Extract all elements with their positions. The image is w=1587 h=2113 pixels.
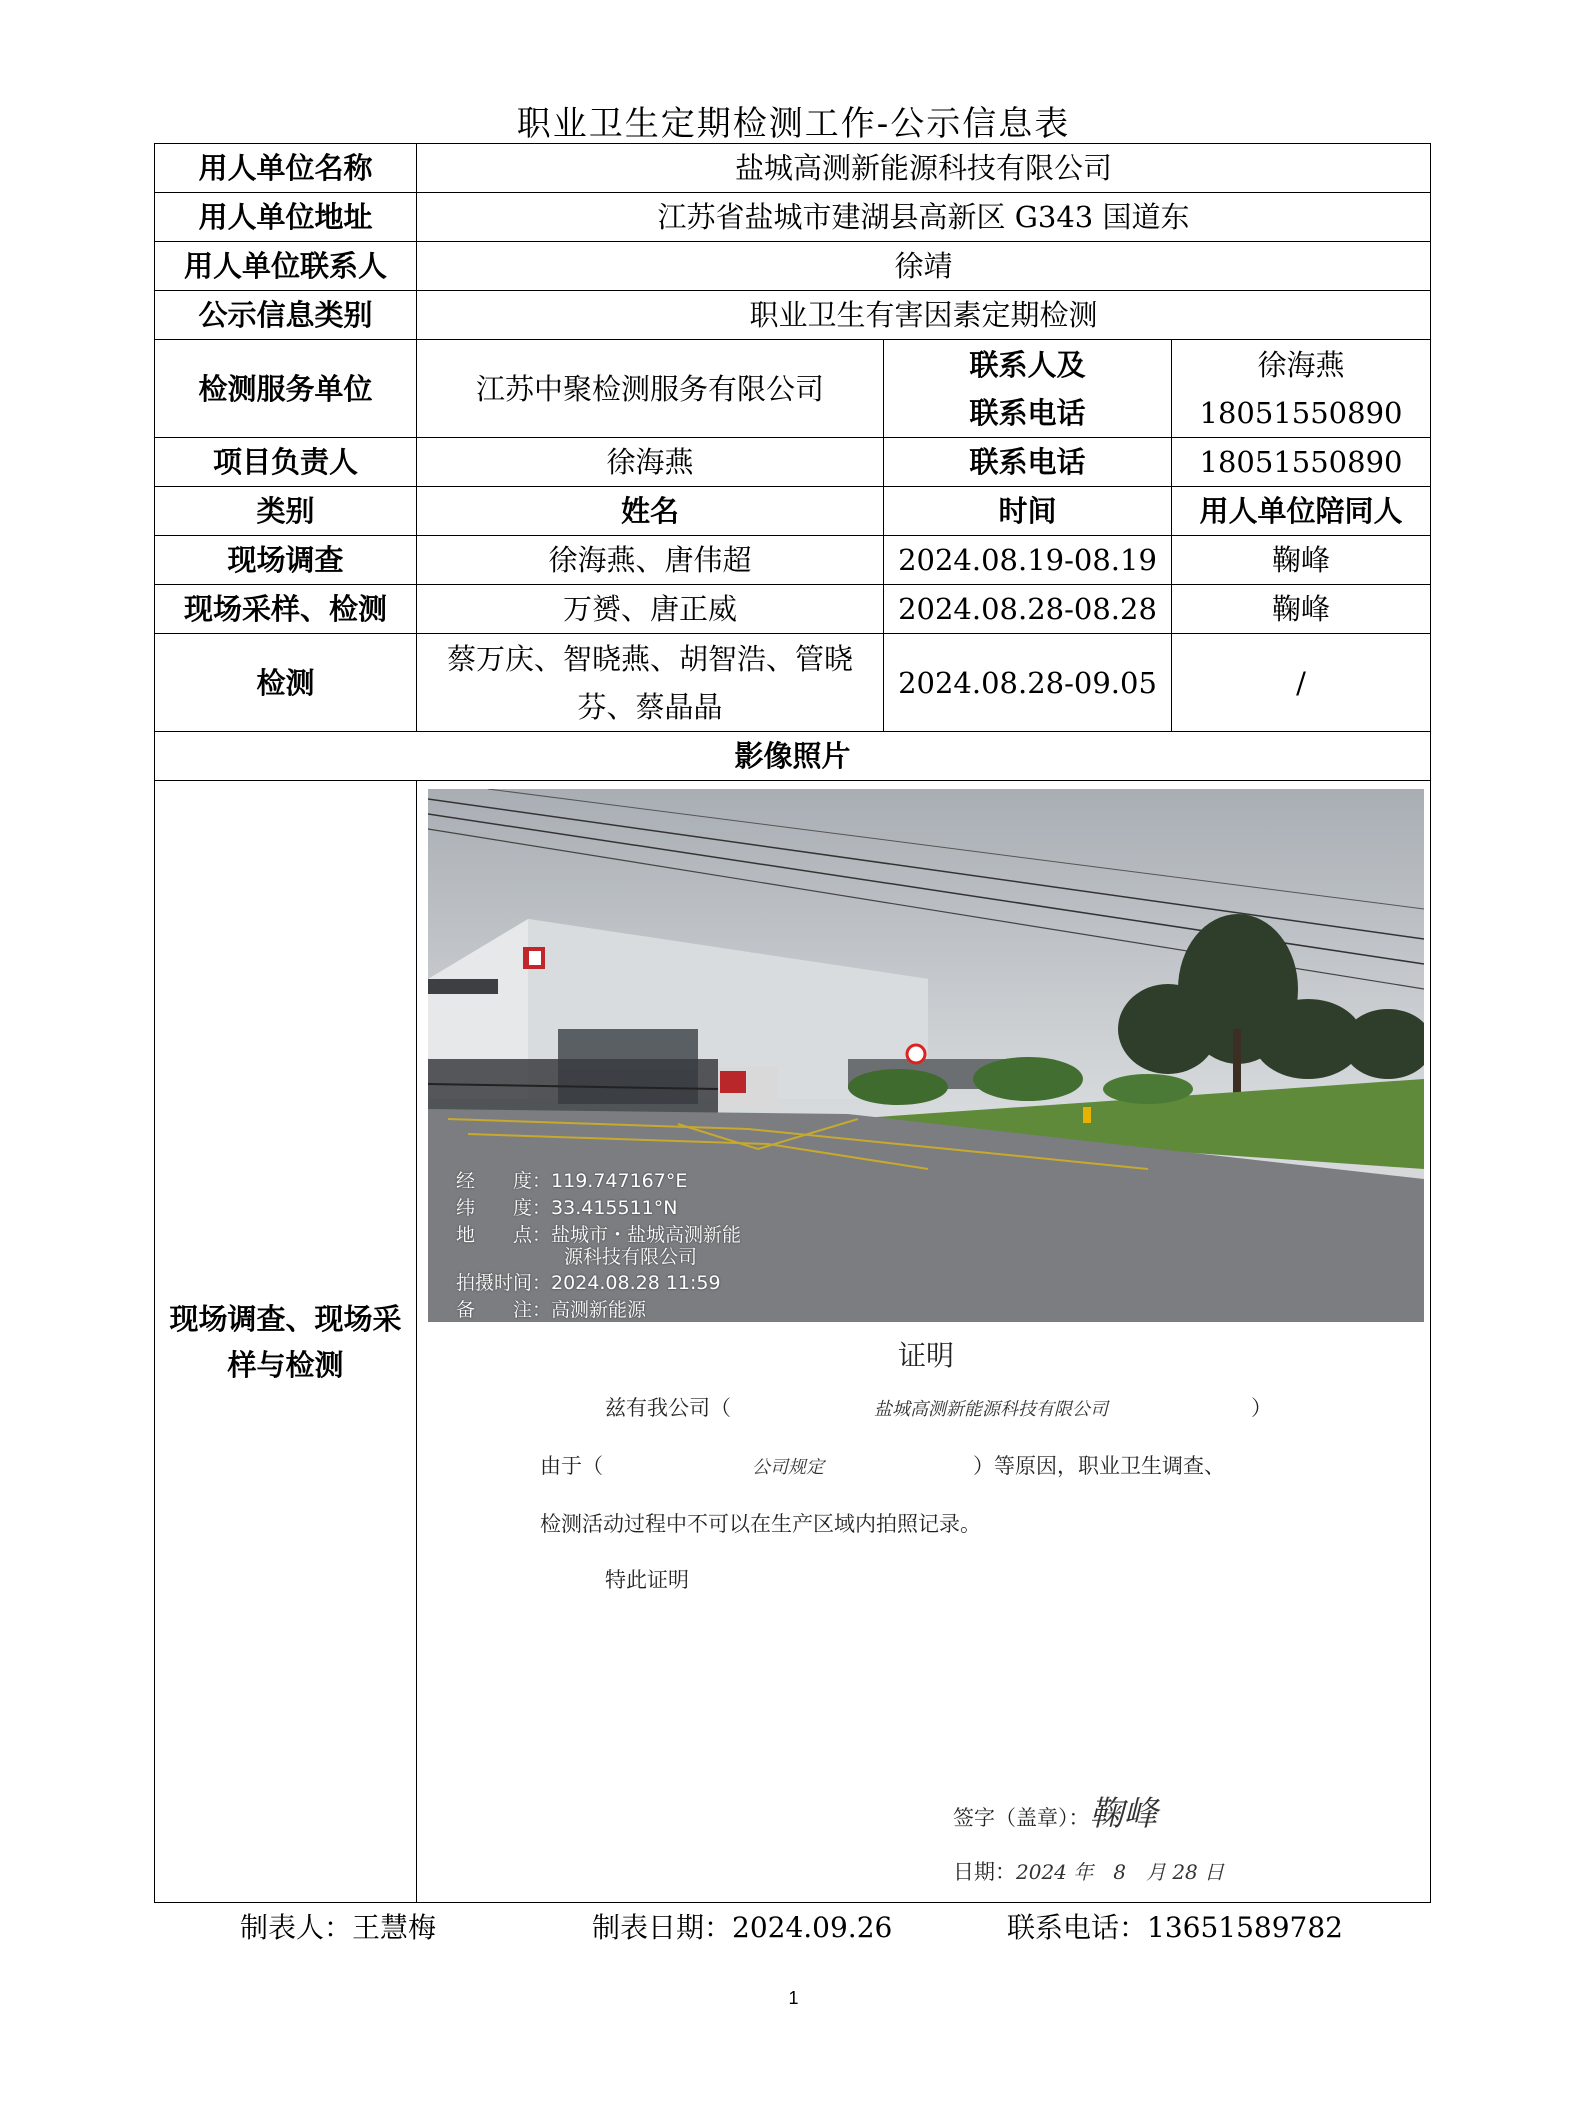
- header-time: 时间: [884, 487, 1172, 536]
- certificate-title: 证明: [898, 1339, 955, 1372]
- header-companion: 用人单位陪同人: [1172, 487, 1431, 536]
- row-category: 现场调查: [155, 536, 417, 585]
- row-category: 检测: [155, 634, 417, 732]
- row-time: 2024.08.19-08.19: [884, 536, 1172, 585]
- certificate-line1: [605, 1384, 1272, 1434]
- unit-contact-value: 徐靖: [417, 242, 1431, 291]
- info-table: [154, 143, 1431, 1903]
- row-category: 现场采样、检测: [155, 585, 417, 634]
- row-names: 蔡万庆、智晓燕、胡智浩、管晓芬、蔡晶晶: [417, 634, 884, 732]
- page-title: 职业卫生定期检测工作-公示信息表: [516, 104, 1071, 144]
- project-manager-value: 徐海燕: [417, 438, 884, 487]
- certificate-line1-prefix: 兹有我公司（: [605, 1396, 731, 1420]
- service-contact-label-line1: 联系人及: [969, 347, 1086, 382]
- row-names: 徐海燕、唐伟超: [417, 536, 884, 585]
- overlay-location-label: 地 点：: [456, 1224, 552, 1246]
- info-type-label: 公示信息类别: [155, 291, 417, 340]
- row-names: 万赟、唐正威: [417, 585, 884, 634]
- footer-maker: 制表人：王慧梅: [240, 1911, 437, 1944]
- photo-section-content: [417, 781, 1431, 1903]
- pm-phone-value: 18051550890: [1172, 438, 1431, 487]
- header-names: 姓名: [417, 487, 884, 536]
- service-contact-name: 徐海燕: [1257, 347, 1345, 382]
- table-row: [155, 585, 1431, 634]
- certificate-signature: [953, 1790, 1158, 1842]
- overlay-longitude-value: 119.747167°E: [551, 1170, 688, 1192]
- certificate-line2-prefix: 由于（: [540, 1454, 603, 1478]
- certificate-line2-hand: 公司规定: [752, 1457, 824, 1478]
- certificate-line4: 特此证明: [605, 1568, 689, 1592]
- overlay-location-line2: 源科技有限公司: [564, 1246, 698, 1268]
- service-contact-phone: 18051550890: [1199, 395, 1403, 430]
- pm-phone-label: 联系电话: [884, 438, 1172, 487]
- photo-section-label: 现场调查、现场采样与检测: [155, 781, 417, 1903]
- certificate-date-hand: 2024 年 8 月 28 日: [1016, 1860, 1225, 1884]
- certificate-image: [428, 1322, 1424, 1882]
- row-time: 2024.08.28-09.05: [884, 634, 1172, 732]
- certificate-date: [953, 1848, 1224, 1896]
- certificate-line3: 检测活动过程中不可以在生产区域内拍照记录。: [540, 1512, 981, 1536]
- service-contact-label-line2: 联系电话: [969, 395, 1086, 430]
- row-companion: 鞠峰: [1172, 585, 1431, 634]
- unit-contact-label: 用人单位联系人: [155, 242, 417, 291]
- overlay-note-label: 备 注：: [456, 1299, 552, 1321]
- footer-date: 制表日期：2024.09.26: [592, 1911, 893, 1944]
- certificate-line2-suffix: ）等原因，职业卫生调查、: [973, 1454, 1225, 1478]
- overlay-location-value: 盐城市・盐城高测新能: [551, 1224, 742, 1246]
- overlay-longitude-label: 经 度：: [456, 1170, 552, 1192]
- photo-section-header: 影像照片: [155, 732, 1431, 781]
- certificate-signature-label: 签字（盖章）：: [953, 1806, 1090, 1830]
- certificate-signature-hand: 鞠峰: [1089, 1794, 1158, 1834]
- row-time: 2024.08.28-08.28: [884, 585, 1172, 634]
- project-manager-label: 项目负责人: [155, 438, 417, 487]
- page-number: 1: [788, 1988, 799, 2008]
- overlay-latitude-value: 33.415511°N: [551, 1197, 678, 1219]
- service-unit-value: 江苏中聚检测服务有限公司: [417, 340, 884, 438]
- overlay-time-value: 2024.08.28 11:59: [551, 1272, 721, 1294]
- service-unit-label: 检测服务单位: [155, 340, 417, 438]
- site-photo: [428, 789, 1424, 1322]
- overlay-note-value: 高测新能源: [551, 1299, 647, 1321]
- overlay-time-label: 拍摄时间：: [456, 1272, 552, 1294]
- row-companion: /: [1172, 634, 1431, 732]
- service-contact-value: [1172, 340, 1431, 438]
- certificate-line1-suffix: ）: [1251, 1396, 1272, 1420]
- overlay-note: [456, 1286, 646, 1322]
- unit-address-label: 用人单位地址: [155, 193, 417, 242]
- unit-address-value: 江苏省盐城市建湖县高新区 G343 国道东: [417, 193, 1431, 242]
- unit-name-value: 盐城高测新能源科技有限公司: [417, 144, 1431, 193]
- certificate-line1-hand: 盐城高测新能源科技有限公司: [874, 1399, 1108, 1420]
- info-type-value: 职业卫生有害因素定期检测: [417, 291, 1431, 340]
- header-category: 类别: [155, 487, 417, 536]
- unit-name-label: 用人单位名称: [155, 144, 417, 193]
- certificate-line2: [540, 1442, 1225, 1492]
- certificate-date-label: 日期：: [953, 1860, 1016, 1884]
- service-contact-label: [884, 340, 1172, 438]
- row-companion: 鞠峰: [1172, 536, 1431, 585]
- table-row: [155, 634, 1431, 732]
- table-row: [155, 536, 1431, 585]
- overlay-latitude-label: 纬 度：: [456, 1197, 552, 1219]
- footer-phone: 联系电话：13651589782: [1007, 1911, 1343, 1944]
